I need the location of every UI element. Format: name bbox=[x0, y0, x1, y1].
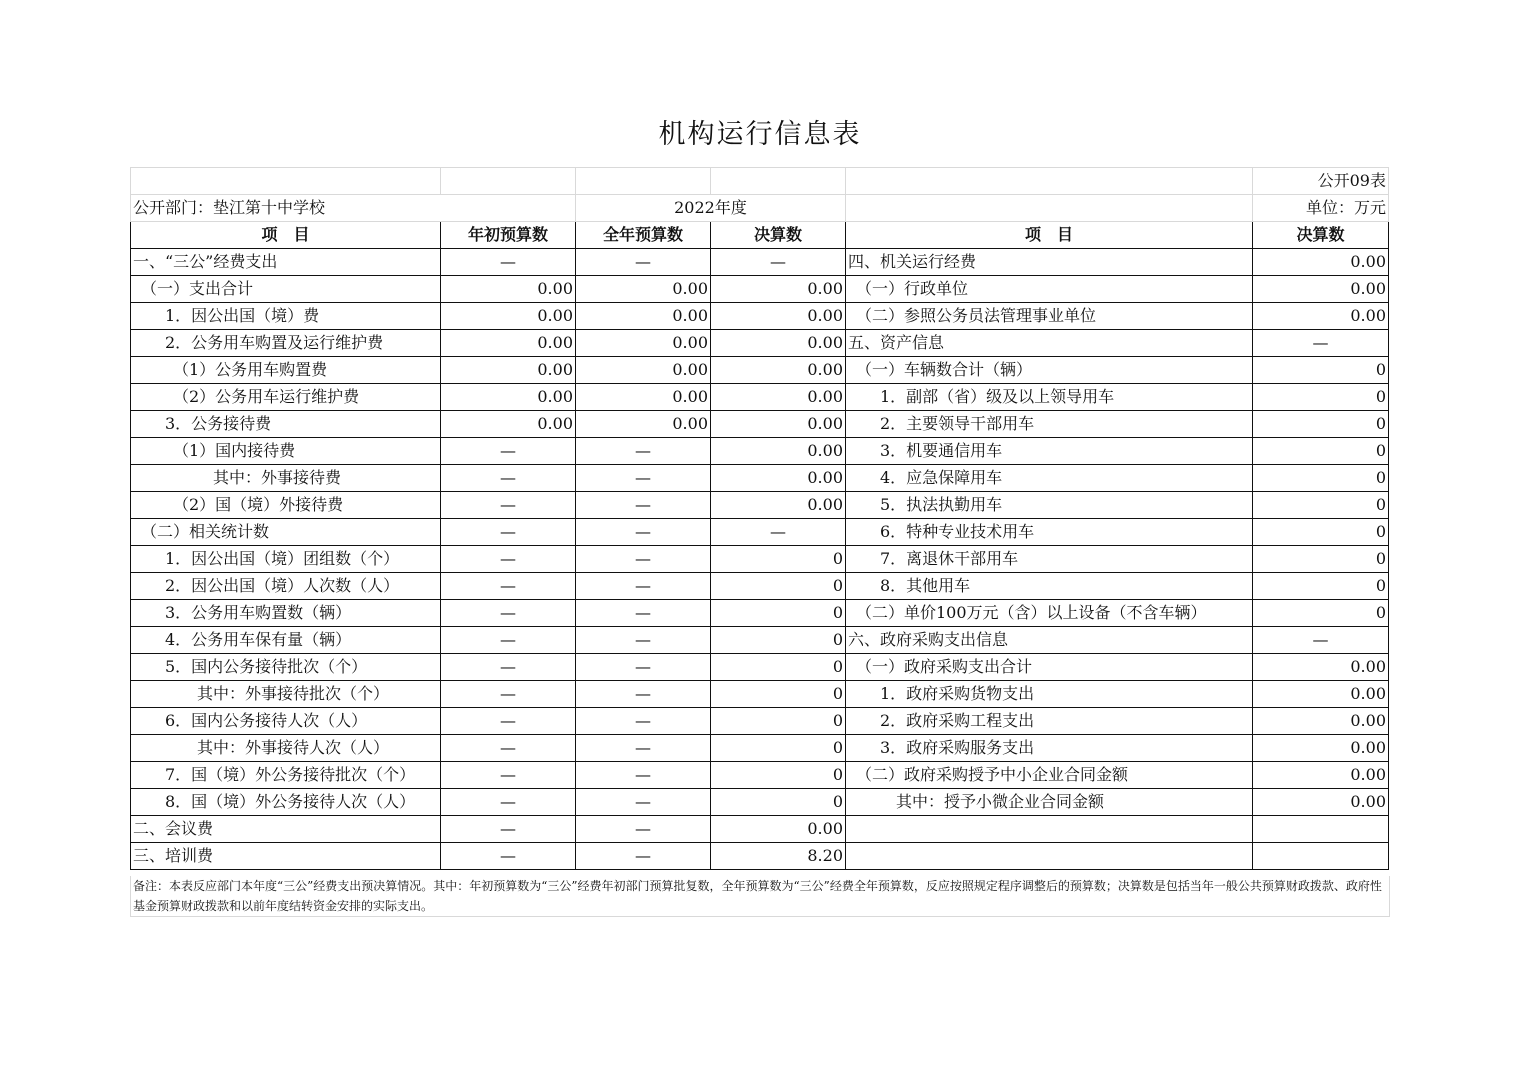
table-row bbox=[131, 600, 1389, 627]
row-budget-initial: 0.00 bbox=[441, 276, 576, 303]
row-final-left: 0.00 bbox=[711, 303, 846, 330]
row-final-left: 0 bbox=[711, 627, 846, 654]
row-final-right: 0 bbox=[1253, 573, 1389, 600]
meta-row-code bbox=[131, 168, 1389, 195]
row-budget-full: — bbox=[576, 843, 711, 870]
row-budget-initial: — bbox=[441, 438, 576, 465]
row-item-left: 二、会议费 bbox=[131, 816, 441, 843]
row-budget-initial: 0.00 bbox=[441, 303, 576, 330]
row-item-right: 1．副部（省）级及以上领导用车 bbox=[846, 384, 1253, 411]
table-row bbox=[131, 681, 1389, 708]
row-budget-initial: — bbox=[441, 600, 576, 627]
row-final-left: — bbox=[711, 249, 846, 276]
row-final-left: 0.00 bbox=[711, 330, 846, 357]
row-budget-initial: — bbox=[441, 762, 576, 789]
row-final-right: 0.00 bbox=[1253, 249, 1389, 276]
meta-row-department bbox=[131, 195, 1389, 222]
header-budget-initial: 年初预算数 bbox=[441, 222, 576, 249]
row-item-right: 6．特种专业技术用车 bbox=[846, 519, 1253, 546]
year-label: 2022年度 bbox=[576, 195, 846, 222]
row-budget-initial: 0.00 bbox=[441, 357, 576, 384]
row-item-right: 2．政府采购工程支出 bbox=[846, 708, 1253, 735]
row-final-right: 0 bbox=[1253, 492, 1389, 519]
header-item-left: 项 目 bbox=[131, 222, 441, 249]
row-item-left: 5．国内公务接待批次（个） bbox=[131, 654, 441, 681]
row-final-right bbox=[1253, 816, 1389, 843]
row-item-left: 其中：外事接待费 bbox=[131, 465, 441, 492]
table-row bbox=[131, 438, 1389, 465]
row-item-left: 3．公务用车购置数（辆） bbox=[131, 600, 441, 627]
row-final-right: 0 bbox=[1253, 600, 1389, 627]
row-final-right: — bbox=[1253, 330, 1389, 357]
row-budget-full: — bbox=[576, 249, 711, 276]
row-final-right: 0 bbox=[1253, 546, 1389, 573]
row-budget-initial: — bbox=[441, 249, 576, 276]
row-item-right: 1．政府采购货物支出 bbox=[846, 681, 1253, 708]
row-final-right: 0 bbox=[1253, 519, 1389, 546]
row-budget-full: — bbox=[576, 492, 711, 519]
row-item-right: 五、资产信息 bbox=[846, 330, 1253, 357]
row-final-right bbox=[1253, 843, 1389, 870]
row-final-left: 0.00 bbox=[711, 384, 846, 411]
table-row bbox=[131, 357, 1389, 384]
row-final-left: — bbox=[711, 519, 846, 546]
row-item-left: 2．公务用车购置及运行维护费 bbox=[131, 330, 441, 357]
row-final-right: 0.00 bbox=[1253, 276, 1389, 303]
row-item-right: 7．离退休干部用车 bbox=[846, 546, 1253, 573]
table-row bbox=[131, 816, 1389, 843]
row-item-right: 其中：授予小微企业合同金额 bbox=[846, 789, 1253, 816]
row-budget-full: 0.00 bbox=[576, 276, 711, 303]
row-item-right: 5．执法执勤用车 bbox=[846, 492, 1253, 519]
row-item-right bbox=[846, 843, 1253, 870]
row-item-left: 4．公务用车保有量（辆） bbox=[131, 627, 441, 654]
row-budget-full: — bbox=[576, 762, 711, 789]
row-final-left: 0 bbox=[711, 546, 846, 573]
table-row bbox=[131, 411, 1389, 438]
row-final-right: 0.00 bbox=[1253, 681, 1389, 708]
row-item-right bbox=[846, 816, 1253, 843]
row-final-left: 0 bbox=[711, 789, 846, 816]
row-item-left: （2）公务用车运行维护费 bbox=[131, 384, 441, 411]
table-code: 公开09表 bbox=[1253, 168, 1389, 195]
row-budget-initial: — bbox=[441, 843, 576, 870]
row-final-left: 0.00 bbox=[711, 438, 846, 465]
row-final-right: 0.00 bbox=[1253, 735, 1389, 762]
row-item-right: （二）政府采购授予中小企业合同金额 bbox=[846, 762, 1253, 789]
row-final-left: 0 bbox=[711, 654, 846, 681]
table-row bbox=[131, 762, 1389, 789]
row-budget-initial: — bbox=[441, 627, 576, 654]
table-row bbox=[131, 519, 1389, 546]
row-budget-full: 0.00 bbox=[576, 303, 711, 330]
row-item-left: 其中：外事接待人次（人） bbox=[131, 735, 441, 762]
row-budget-initial: — bbox=[441, 465, 576, 492]
row-final-right: 0 bbox=[1253, 384, 1389, 411]
department-label: 公开部门：垫江第十中学校 bbox=[131, 195, 576, 222]
table-row bbox=[131, 789, 1389, 816]
table-row bbox=[131, 735, 1389, 762]
row-item-right: （二）参照公务员法管理事业单位 bbox=[846, 303, 1253, 330]
row-budget-full: — bbox=[576, 735, 711, 762]
row-item-left: （1）国内接待费 bbox=[131, 438, 441, 465]
row-item-left: 其中：外事接待批次（个） bbox=[131, 681, 441, 708]
row-final-left: 0 bbox=[711, 762, 846, 789]
table-row bbox=[131, 708, 1389, 735]
row-final-right: 0 bbox=[1253, 411, 1389, 438]
table-row bbox=[131, 465, 1389, 492]
row-budget-full: 0.00 bbox=[576, 357, 711, 384]
row-final-left: 0 bbox=[711, 573, 846, 600]
row-budget-initial: 0.00 bbox=[441, 384, 576, 411]
row-budget-full: 0.00 bbox=[576, 384, 711, 411]
row-budget-full: — bbox=[576, 816, 711, 843]
row-item-left: 2．因公出国（境）人次数（人） bbox=[131, 573, 441, 600]
row-final-right: 0.00 bbox=[1253, 303, 1389, 330]
unit-label: 单位：万元 bbox=[1253, 195, 1389, 222]
row-item-right: 2．主要领导干部用车 bbox=[846, 411, 1253, 438]
row-budget-initial: — bbox=[441, 681, 576, 708]
row-final-right: 0.00 bbox=[1253, 708, 1389, 735]
row-final-right: 0.00 bbox=[1253, 654, 1389, 681]
row-final-left: 0.00 bbox=[711, 411, 846, 438]
row-item-right: 4．应急保障用车 bbox=[846, 465, 1253, 492]
row-item-right: 8．其他用车 bbox=[846, 573, 1253, 600]
row-final-left: 0 bbox=[711, 708, 846, 735]
table-row bbox=[131, 654, 1389, 681]
row-item-left: 三、培训费 bbox=[131, 843, 441, 870]
footnote: 备注：本表反应部门本年度“三公”经费支出预决算情况。其中：年初预算数为“三公”经费年初部门预算批复数，全年预算数为“三公”经费全年预算数，反应按照规定程序调整后的预算数；决算数是包括当年一般公共预算财政拨款、政府性基金预算财政拨款和以前年度结转资金安排的实际支出。 bbox=[130, 876, 1390, 917]
table-row bbox=[131, 303, 1389, 330]
row-final-left: 0.00 bbox=[711, 492, 846, 519]
row-item-left: 1．因公出国（境）团组数（个） bbox=[131, 546, 441, 573]
row-budget-initial: — bbox=[441, 654, 576, 681]
row-item-right: 六、政府采购支出信息 bbox=[846, 627, 1253, 654]
row-budget-initial: — bbox=[441, 789, 576, 816]
row-budget-initial: — bbox=[441, 519, 576, 546]
row-final-right: 0 bbox=[1253, 357, 1389, 384]
row-budget-full: — bbox=[576, 681, 711, 708]
row-item-right: （一）车辆数合计（辆） bbox=[846, 357, 1253, 384]
row-budget-full: — bbox=[576, 438, 711, 465]
table-row bbox=[131, 330, 1389, 357]
table-row bbox=[131, 843, 1389, 870]
row-item-right: 3．机要通信用车 bbox=[846, 438, 1253, 465]
row-item-left: （1）公务用车购置费 bbox=[131, 357, 441, 384]
table-row bbox=[131, 249, 1389, 276]
row-final-left: 0.00 bbox=[711, 465, 846, 492]
row-budget-initial: 0.00 bbox=[441, 330, 576, 357]
page-title: 机构运行信息表 bbox=[658, 119, 862, 150]
row-budget-full: — bbox=[576, 465, 711, 492]
row-budget-full: — bbox=[576, 708, 711, 735]
row-item-right: 3．政府采购服务支出 bbox=[846, 735, 1253, 762]
row-budget-initial: — bbox=[441, 735, 576, 762]
row-item-left: 3．公务接待费 bbox=[131, 411, 441, 438]
row-budget-initial: — bbox=[441, 708, 576, 735]
row-budget-full: — bbox=[576, 573, 711, 600]
row-budget-full: — bbox=[576, 600, 711, 627]
row-final-right: 0 bbox=[1253, 438, 1389, 465]
row-item-left: （2）国（境）外接待费 bbox=[131, 492, 441, 519]
row-budget-initial: — bbox=[441, 492, 576, 519]
row-budget-full: — bbox=[576, 546, 711, 573]
row-item-left: 一、“三公”经费支出 bbox=[131, 249, 441, 276]
row-budget-initial: — bbox=[441, 573, 576, 600]
row-item-right: （一）行政单位 bbox=[846, 276, 1253, 303]
row-item-left: 7．国（境）外公务接待批次（个） bbox=[131, 762, 441, 789]
row-item-left: （一）支出合计 bbox=[131, 276, 441, 303]
row-budget-full: 0.00 bbox=[576, 330, 711, 357]
row-final-left: 0 bbox=[711, 735, 846, 762]
header-item-right: 项 目 bbox=[846, 222, 1253, 249]
table-row bbox=[131, 384, 1389, 411]
row-final-right: 0 bbox=[1253, 465, 1389, 492]
header-final-right: 决算数 bbox=[1253, 222, 1389, 249]
table-row bbox=[131, 573, 1389, 600]
row-budget-initial: 0.00 bbox=[441, 411, 576, 438]
table-row bbox=[131, 627, 1389, 654]
row-budget-full: — bbox=[576, 789, 711, 816]
table-row bbox=[131, 492, 1389, 519]
row-final-right: 0.00 bbox=[1253, 762, 1389, 789]
row-budget-full: — bbox=[576, 627, 711, 654]
row-item-right: 四、机关运行经费 bbox=[846, 249, 1253, 276]
table-row bbox=[131, 276, 1389, 303]
row-item-right: （二）单价100万元（含）以上设备（不含车辆） bbox=[846, 600, 1253, 627]
header-row bbox=[131, 222, 1389, 249]
row-budget-full: — bbox=[576, 519, 711, 546]
row-budget-initial: — bbox=[441, 546, 576, 573]
row-item-right: （一）政府采购支出合计 bbox=[846, 654, 1253, 681]
row-item-left: （二）相关统计数 bbox=[131, 519, 441, 546]
row-item-left: 1．因公出国（境）费 bbox=[131, 303, 441, 330]
row-final-left: 0 bbox=[711, 600, 846, 627]
row-final-left: 0 bbox=[711, 681, 846, 708]
row-final-left: 0.00 bbox=[711, 357, 846, 384]
row-budget-full: — bbox=[576, 654, 711, 681]
table-row bbox=[131, 546, 1389, 573]
row-final-right: — bbox=[1253, 627, 1389, 654]
row-final-left: 0.00 bbox=[711, 816, 846, 843]
row-final-left: 8.20 bbox=[711, 843, 846, 870]
row-item-left: 8．国（境）外公务接待人次（人） bbox=[131, 789, 441, 816]
row-budget-full: 0.00 bbox=[576, 411, 711, 438]
row-budget-initial: — bbox=[441, 816, 576, 843]
row-item-left: 6．国内公务接待人次（人） bbox=[131, 708, 441, 735]
info-table bbox=[130, 167, 1389, 870]
header-budget-full: 全年预算数 bbox=[576, 222, 711, 249]
row-final-right: 0.00 bbox=[1253, 789, 1389, 816]
row-final-left: 0.00 bbox=[711, 276, 846, 303]
header-final-left: 决算数 bbox=[711, 222, 846, 249]
